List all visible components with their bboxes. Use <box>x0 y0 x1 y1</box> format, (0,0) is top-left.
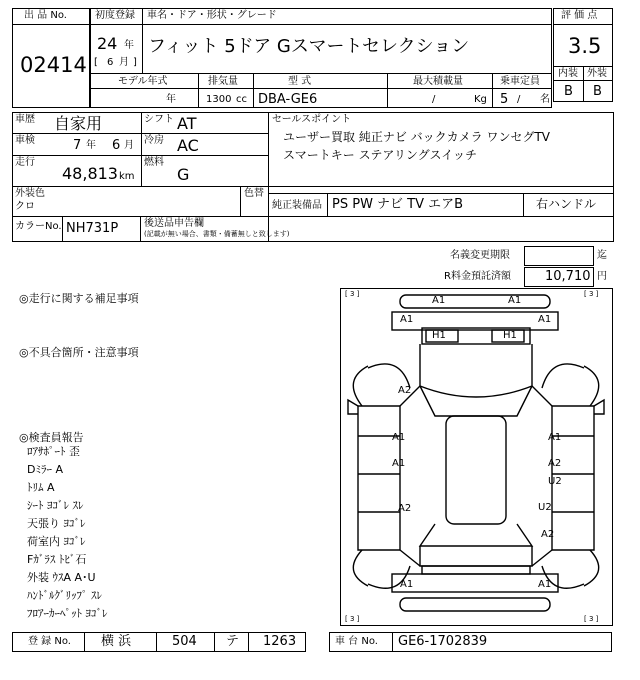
damage-mark: A1 <box>400 314 414 325</box>
shift-value: AT <box>177 114 197 133</box>
inspector-item: ﾌﾛｱｰｶｰﾍﾟｯﾄ ﾖｺﾞﾚ <box>27 607 108 620</box>
front-tag: [ 3 ] <box>345 290 360 298</box>
displacement-label: 排気量 <box>208 76 238 87</box>
after-equipment-label: 後送品申告欄 <box>144 218 204 229</box>
capacity-label: 乗車定員 <box>500 76 540 87</box>
inspector-report-title: ◎検査員報告 <box>19 431 84 444</box>
recycle-fee-value: 10,710 <box>545 269 591 284</box>
damage-mark: A1 <box>432 295 446 306</box>
inspector-item: 外装 ｳｽA A･U <box>27 571 96 584</box>
ac-label: 冷房 <box>144 135 164 146</box>
lot-number: 02414 <box>20 53 87 77</box>
inspector-item: 荷室内 ﾖｺﾞﾚ <box>27 535 86 548</box>
rear-tag: [ 3 ] <box>345 615 360 623</box>
mileage-unit: km <box>119 171 135 182</box>
displacement-value: 1300 <box>206 94 232 105</box>
car-name-label: 車名・ドア・形状・グレード <box>147 10 277 21</box>
inspector-item: ﾛｱｻﾎﾟｰﾄ 歪 <box>27 445 80 458</box>
chassis-label: 車 台 No. <box>335 636 378 647</box>
damage-mark: A1 <box>508 295 522 306</box>
max-load-unit: Kg <box>474 94 487 105</box>
exterior-color-label: 外装色 <box>15 188 45 199</box>
damage-mark: A1 <box>392 432 406 443</box>
damage-mark: A1 <box>548 432 562 443</box>
color-no-label: カラーNo. <box>15 221 62 232</box>
ac-value: AC <box>177 136 199 155</box>
registration-label: 登 録 No. <box>28 636 71 647</box>
interior-grade: B <box>564 84 573 99</box>
exterior-label: 外装 <box>587 68 607 79</box>
history-value: 自家用 <box>54 114 103 133</box>
damage-mark: A1 <box>392 458 406 469</box>
car-damage-diagram <box>340 288 613 626</box>
inspector-item: Fｶﾞﾗｽ ﾄﾋﾞ石 <box>27 553 87 566</box>
damage-mark: A1 <box>538 579 552 590</box>
name-change-unit: 迄 <box>597 250 607 261</box>
registration-class: 504 <box>172 634 197 649</box>
repaint-label: 色替 <box>244 188 264 199</box>
car-info-box <box>90 8 552 108</box>
inspection-month-unit: 月 <box>124 140 134 151</box>
steering-value: 右ハンドル <box>536 197 597 211</box>
capacity-value: 5 <box>500 92 509 107</box>
damage-mark: A1 <box>538 314 552 325</box>
model-year-unit: 年 <box>166 94 176 105</box>
model-year-label: モデル年式 <box>118 76 168 87</box>
inspector-item: ﾊﾝﾄﾞﾙｸﾞﾘｯﾌﾟ ｽﾚ <box>27 589 102 602</box>
shift-label: シフト <box>144 114 174 125</box>
lot-number-label: 出 品 No. <box>24 10 67 21</box>
month-unit: 月 <box>119 57 129 68</box>
inspector-item: ﾄﾘﾑ A <box>27 481 55 494</box>
exterior-color-value: クロ <box>15 201 35 212</box>
first-registration-month: 6 <box>107 57 114 68</box>
recycle-fee-label: R料金預託済額 <box>444 271 511 282</box>
fuel-label: 燃料 <box>144 157 164 168</box>
damage-mark: A2 <box>398 503 412 514</box>
damage-mark: U2 <box>538 502 552 513</box>
name-change-value-box <box>524 246 594 266</box>
mileage-label: 走行 <box>15 157 35 168</box>
damage-mark: A1 <box>400 579 414 590</box>
exterior-grade: B <box>593 84 602 99</box>
inspector-item: ｼｰﾄ ﾖｺﾞﾚ ｽﾚ <box>27 499 84 512</box>
damage-mark: H1 <box>432 330 446 341</box>
defects-title: ◎不具合箇所・注意事項 <box>19 346 139 359</box>
score-value: 3.5 <box>568 34 602 58</box>
inspection-year-unit: 年 <box>86 140 96 151</box>
chassis-number: GE6-1702839 <box>398 634 488 649</box>
inspector-item: Dﾐﾗｰ A <box>27 463 63 476</box>
sales-points-label: セールスポイント <box>272 114 352 125</box>
registration-kana: テ <box>226 634 240 649</box>
registration-area: 横 浜 <box>101 634 132 649</box>
damage-mark: A2 <box>548 458 562 469</box>
fuel-value: G <box>177 165 190 184</box>
score-label: 評 価 点 <box>561 10 598 21</box>
running-notes-title: ◎走行に関する補足事項 <box>19 292 139 305</box>
damage-mark: U2 <box>548 476 562 487</box>
damage-mark: H1 <box>503 330 517 341</box>
sales-points-line2: スマートキー ステアリングスイッチ <box>283 148 478 162</box>
damage-mark: A2 <box>541 529 555 540</box>
name-change-label: 名義変更期限 <box>450 250 510 261</box>
capacity-separator: / <box>517 94 521 105</box>
color-no-value: NH731P <box>66 221 119 236</box>
sales-points-line1: ユーザー買取 純正ナビ バックカメラ ワンセグTV <box>283 130 550 144</box>
displacement-unit: cc <box>236 94 247 105</box>
rear-tag-right: [ 3 ] <box>584 615 599 623</box>
first-registration-label: 初度登録 <box>95 10 135 21</box>
max-load-label: 最大積載量 <box>413 76 463 87</box>
inspection-year: 7 <box>73 138 82 153</box>
damage-mark: A2 <box>398 385 412 396</box>
inspection-label: 車検 <box>15 135 35 146</box>
max-load-value: / <box>432 94 436 105</box>
equipment-value: PS PW ナビ TV エアB <box>332 197 464 212</box>
registration-number: 1263 <box>263 634 297 649</box>
first-registration-year: 24 <box>97 34 118 53</box>
inspection-month: 6 <box>112 138 121 153</box>
history-label: 車歴 <box>15 114 35 125</box>
recycle-fee-unit: 円 <box>597 271 607 282</box>
type-label: 型 式 <box>288 76 312 87</box>
front-tag-right: [ 3 ] <box>584 290 599 298</box>
after-equipment-note: (記載が無い場合、書類・備蓄無しと致します) <box>144 230 290 238</box>
car-name: フィット 5ドア Gスマートセレクション <box>148 36 470 57</box>
interior-label: 内装 <box>558 68 578 79</box>
mileage-value: 48,813 <box>62 164 118 183</box>
type-value: DBA-GE6 <box>258 92 318 107</box>
inspector-item: 天張り ﾖｺﾞﾚ <box>27 517 86 530</box>
equipment-label: 純正装備品 <box>272 200 322 211</box>
capacity-unit: 名 <box>540 94 550 105</box>
year-unit: 年 <box>124 40 134 51</box>
